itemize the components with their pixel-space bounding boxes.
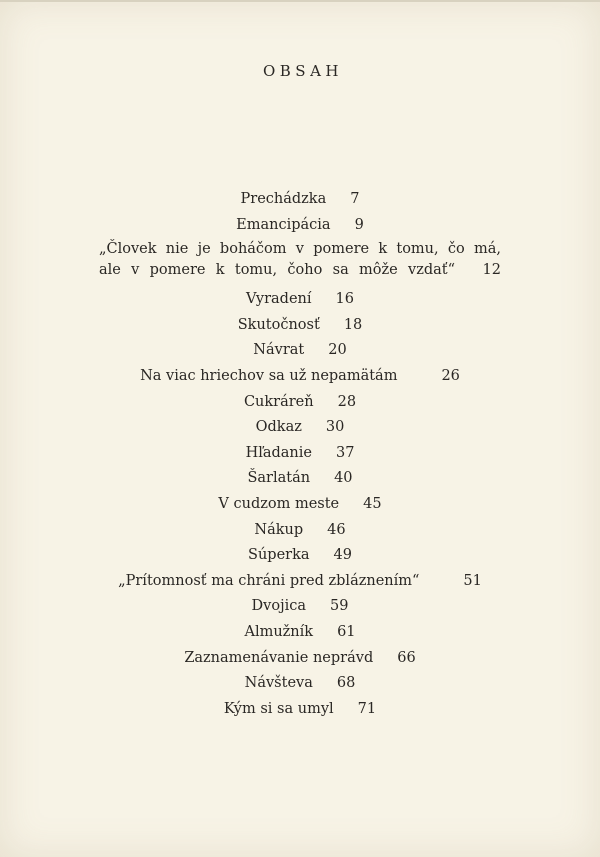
toc-entry xyxy=(0,697,600,723)
toc-entry-page: 7 xyxy=(350,191,360,207)
table-of-contents xyxy=(0,187,600,722)
toc-entry-page: 61 xyxy=(337,623,356,640)
toc-entry-page: 45 xyxy=(363,495,382,512)
toc-entry xyxy=(0,492,600,518)
toc-entry xyxy=(0,287,600,313)
toc-entry-title-block xyxy=(99,239,501,281)
toc-entry-title: Vyradení xyxy=(246,291,312,308)
toc-entry-page: 40 xyxy=(334,470,353,487)
toc-entry-title: Skutočnosť xyxy=(237,316,320,333)
toc-entry xyxy=(0,213,600,239)
toc-entry-page: 66 xyxy=(397,649,416,666)
toc-entry-title: Cukráreň xyxy=(243,393,314,410)
toc-entry-title: Hľadanie xyxy=(245,444,312,461)
toc-entry-page: 46 xyxy=(327,521,346,538)
toc-entry-title: Almužník xyxy=(244,623,314,640)
toc-entry xyxy=(0,441,600,467)
toc-entry xyxy=(0,338,600,364)
toc-entry-page: 37 xyxy=(335,444,355,461)
toc-entry-page: 59 xyxy=(330,598,349,615)
toc-entry-page: 12 xyxy=(482,262,501,279)
toc-entry-title: Emancipácia xyxy=(236,216,331,233)
toc-entry xyxy=(0,594,600,620)
toc-entry-page: 20 xyxy=(328,342,347,359)
page-title: OBSAH xyxy=(262,62,343,80)
toc-entry-page: 16 xyxy=(335,291,354,308)
toc-entry-title: V cudzom meste xyxy=(218,495,340,512)
toc-entry xyxy=(0,415,600,441)
toc-entry-page: 49 xyxy=(333,547,352,564)
toc-entry-page: 51 xyxy=(463,572,482,589)
toc-entry-title: Prechádzka xyxy=(240,191,327,207)
toc-entry xyxy=(0,543,600,569)
toc-entry-title: Šarlatán xyxy=(247,470,311,487)
toc-entry xyxy=(0,390,600,416)
toc-entry-page: 71 xyxy=(357,700,377,717)
toc-entry-page: 30 xyxy=(325,419,345,436)
toc-entry-title: Súperka xyxy=(248,547,310,564)
toc-entry-page: 68 xyxy=(336,675,356,692)
toc-entry xyxy=(0,238,600,287)
toc-entry xyxy=(0,466,600,492)
toc-entry xyxy=(0,518,600,544)
toc-entry-title: Dvojica xyxy=(251,598,306,615)
toc-entry xyxy=(0,646,600,672)
toc-entry-page: 28 xyxy=(337,393,357,410)
toc-entry-page: 18 xyxy=(343,316,363,333)
toc-entry-title: Na viac hriechov sa už nepamätám xyxy=(140,367,398,384)
toc-entry-title: Nákup xyxy=(254,521,304,538)
toc-entry-title-line: ale v pomere k tomu, čoho sa môže vzdať“ xyxy=(99,262,455,279)
page-edge xyxy=(0,0,600,2)
toc-entry xyxy=(0,187,600,213)
toc-entry xyxy=(0,569,600,595)
toc-entry-title: Odkaz xyxy=(255,419,302,436)
toc-entry xyxy=(0,671,600,697)
toc-entry-page: 9 xyxy=(354,216,364,233)
toc-entry-title: Zaznamenávanie neprávd xyxy=(184,649,374,666)
toc-entry-title: Návšteva xyxy=(244,675,313,692)
toc-entry xyxy=(0,313,600,339)
toc-entry-title-line: „Človek nie je boháčom v pomere k tomu, čo má, xyxy=(99,241,501,258)
toc-entry-title: „Prítomnosť ma chráni pred zbláznením“ xyxy=(118,572,420,589)
toc-entry xyxy=(0,620,600,646)
toc-entry-title: Kým si sa umyl xyxy=(223,700,334,717)
toc-entry xyxy=(0,364,600,390)
toc-entry-title: Návrat xyxy=(253,342,305,359)
toc-entry-page: 26 xyxy=(441,367,460,384)
